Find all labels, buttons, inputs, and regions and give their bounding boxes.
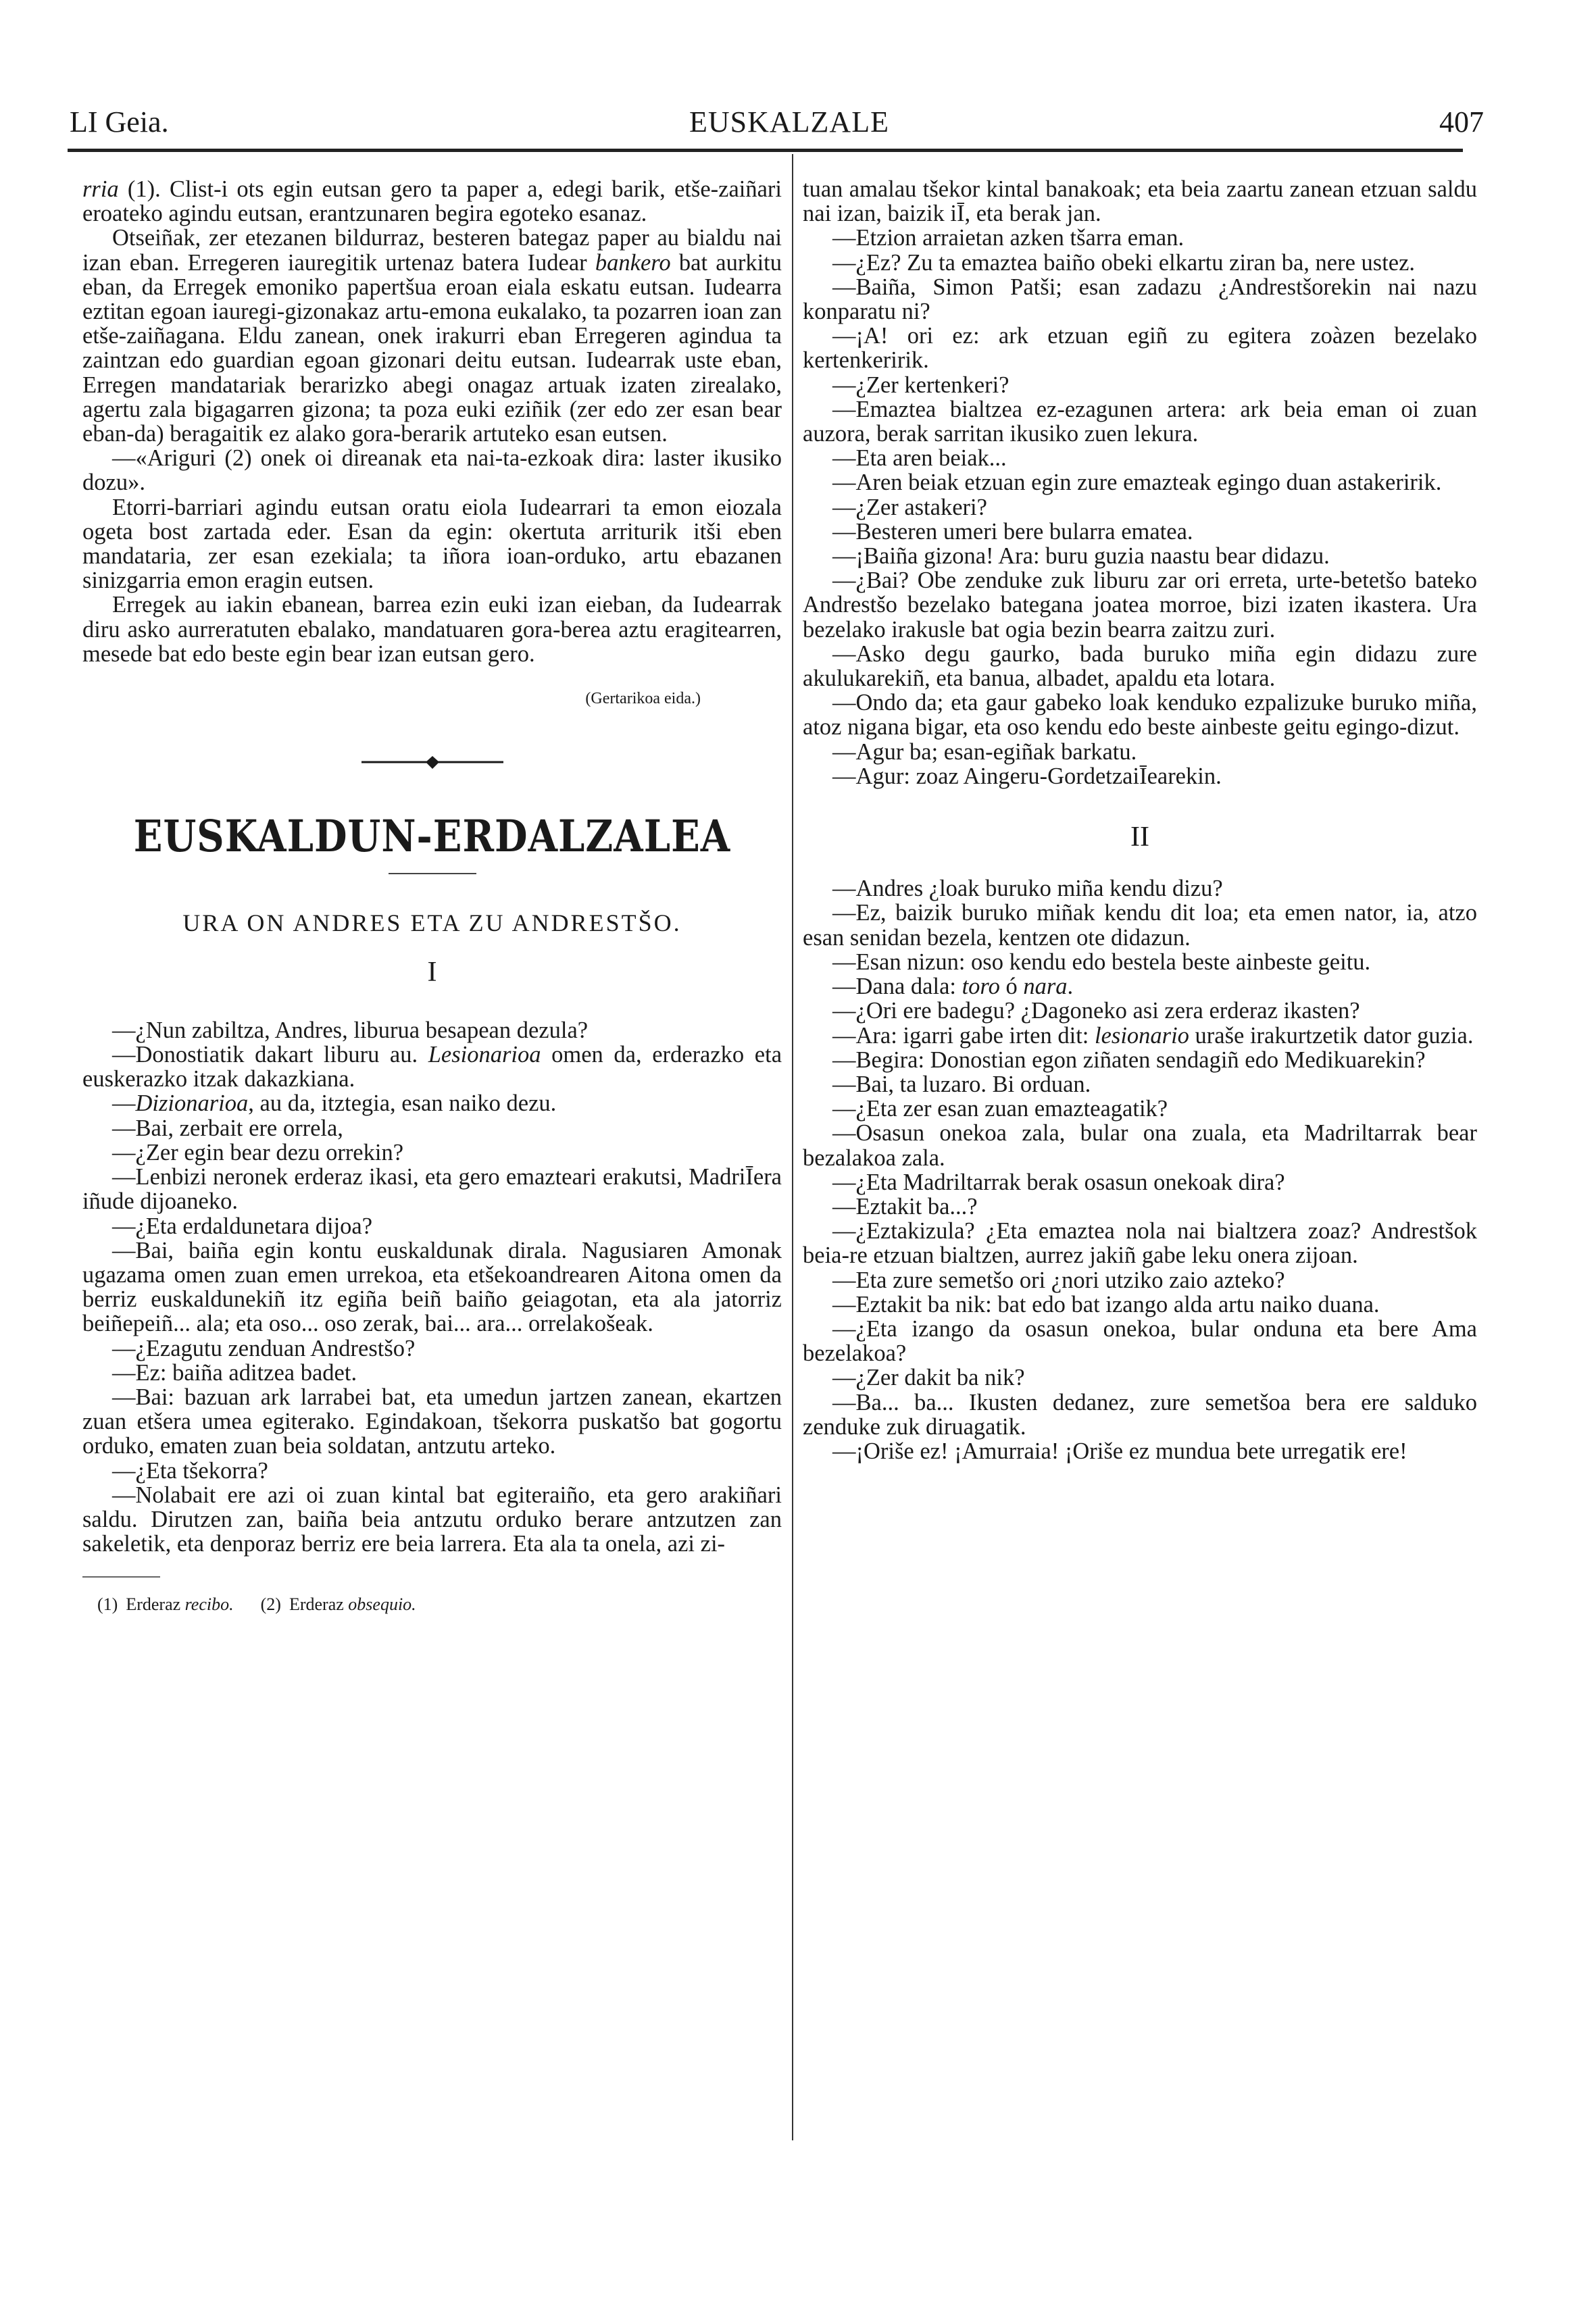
text-run: , au da, itztegia, esan naiko dezu.: [248, 1090, 557, 1117]
text-run: —¿Eta erdaldunetara dijoa?: [112, 1213, 373, 1239]
text-run: —¿Nun zabiltza, Andres, liburua besapean dezula?: [112, 1017, 589, 1043]
text-run: Erregek au iakin ebanean, barrea ezin euki izan eieban, da Iudearrak diru asko aurreratuten ebalako, mandatuaren gora-berea aztu eragitearren, mesede bat edo beste egin bear izan eutsan gero.: [82, 592, 782, 667]
story-end-text: [82, 177, 782, 666]
text-run: —¡Oriše ez! ¡Amurraia! ¡Oriše ez mundua bete urregatik ere!: [832, 1438, 1407, 1464]
text-run: —Nolabait ere azi oi zuan kintal bat egiteraiño, eta gero arakiñari saldu. Dirutzen zan, baiña beia antzutu orduko berare antzutzen zan sakeletik, eta denporaz berriz ere beia larrera. Eta ala ta onela, azi zi-: [82, 1482, 782, 1557]
italic-term: Dizionarioa: [135, 1090, 249, 1117]
article-title: EUSKALDUN-ERDALZALEA: [133, 811, 731, 863]
text-run: —Begira: Donostian egon ziñaten sendagiñ edo Medikuarekin?: [832, 1047, 1426, 1073]
text-run: —¿Eta izango da osasun onekoa, bular onduna eta bere Ama bezelakoa?: [803, 1315, 1477, 1367]
text-run: —¿Zer kertenkeri?: [832, 372, 1009, 398]
paragraph: [803, 740, 1477, 764]
text-run: —Eta aren beiak...: [832, 445, 1007, 472]
paragraph: [803, 1097, 1477, 1121]
right-column: [803, 177, 1477, 1463]
left-column: [82, 177, 782, 1617]
italic-term: rria: [82, 176, 119, 202]
footnote: [261, 1594, 416, 1614]
paragraph: [82, 446, 782, 495]
paragraph: [803, 690, 1477, 739]
paragraph: [82, 1018, 782, 1042]
footnote: [97, 1594, 234, 1614]
footnote-text: Erderaz: [126, 1594, 185, 1615]
text-run: —¡A! ori ez: ark etzuan egiñ zu egitera zoàzen bezelako kertenkeririk.: [803, 323, 1477, 374]
text-run: —¿Zer dakit ba nik?: [832, 1365, 1025, 1391]
paragraph: [82, 1361, 782, 1385]
text-run: —¿Ezagutu zenduan Andrestšo?: [112, 1335, 416, 1361]
paragraph: [803, 1072, 1477, 1097]
paragraph: [82, 177, 782, 226]
journal-title: EUSKALZALE: [689, 105, 889, 139]
paragraph: [803, 1439, 1477, 1463]
text-run: tuan amalau tšekor kintal banakoak; eta beia zaartu zanean etzuan saldu nai izan, baizik iĪ, eta berak jan.: [803, 176, 1477, 227]
paragraph: [803, 226, 1477, 250]
paragraph: [82, 1214, 782, 1238]
paragraph: [803, 470, 1477, 495]
text-run: —Bai, ta luzaro. Bi orduan.: [832, 1071, 1091, 1097]
text-run: —¡Baiña gizona! Ara: buru guzia naastu bear didazu.: [832, 543, 1330, 570]
text-run: .: [1067, 974, 1074, 1000]
running-header: [0, 105, 1596, 145]
text-run: Etorri-barriari agindu eutsan oratu eiola Iudearrari ta emon eiozala ogeta bost zartada eder. Esan da egin: okertuta arriturik itši eben mandataria, zer esan ezekiala; ta iñora ioan-orduko, artu ebazanen sinizgarria emon eragin eutsen.: [82, 494, 782, 594]
paragraph: [803, 950, 1477, 974]
ornament-rule-icon: [361, 754, 503, 770]
text-run: uraše irakurtzetik dator guzia.: [1189, 1022, 1474, 1049]
text-run: —Asko degu gaurko, bada buruko miña egin didazu zure akulukarekiñ, eta banua, albadet, apaldu eta lotara.: [803, 640, 1477, 692]
text-run: —Eztakit ba nik: bat edo bat izango alda artu naiko duana.: [832, 1291, 1380, 1317]
footnote-number: (1): [97, 1594, 118, 1615]
paragraph: [803, 1292, 1477, 1317]
paragraph: [803, 642, 1477, 690]
footnotes: [82, 1592, 782, 1617]
text-run: —Bai: bazuan ark larrabei bat, eta umedun jartzen zanean, ekartzen zuan etšera umea egiterako. Egindakoan, tšekorra puskatšo bat gogortu orduko, ematen zuan beia soldatan, antzutu arteko.: [82, 1384, 782, 1459]
text-run: —Esan nizun: oso kendu edo bestela beste ainbeste geitu.: [832, 949, 1371, 975]
text-run: —Ara: igarri gabe irten dit:: [832, 1022, 1095, 1049]
text-run: bat aurkitu eban, da Erregek emoniko papertšua eroan eiala eskatu eutsan. Iudearra eztitan egoan iauregi-gizonakaz artu-emona eukalako, ta pozarren ioan zan etše-zaiñagana. Eldu zanean, onek irakurri eban Erregeren agindua ta zaintzan edo guardian egoan gizonari deitu eutsan. Iudearrak uste eban, Erregen mandatariak berarizko abegi onagaz artuak izaten zirealako, agertu zala bigagarren gizona; ta poza euki eziñik (zer edo zer esan bear eban-da) beragaitik ez alako gora-berarik artuteko esan eutsen.: [82, 249, 782, 447]
page-number: 407: [1439, 105, 1484, 139]
footnote-number: (2): [260, 1594, 281, 1615]
paragraph: [803, 275, 1477, 324]
text-run: —Agur: zoaz Aingeru-GordetzaiĪearekin.: [832, 763, 1222, 789]
text-run: —«Ariguri (2) onek oi direanak eta nai-ta-ezkoak dira: laster ikusiko dozu».: [82, 445, 782, 496]
paragraph: [803, 1365, 1477, 1390]
paragraph: [803, 1170, 1477, 1194]
text-run: —Ondo da; eta gaur gabeko loak kenduko ezpalizuke buruko miña, atoz nigana bigar, eta oso kendu edo beste ainbeste geitu egingo-dizut.: [803, 690, 1477, 740]
paragraph: [803, 568, 1477, 642]
italic-term: nara: [1023, 974, 1068, 1000]
text-run: omen da, erderazko eta euskerazko itzak dakazkiana.: [82, 1042, 782, 1092]
italic-term: Lesionarioa: [428, 1042, 541, 1068]
paragraph: [803, 1194, 1477, 1219]
text-run: —Donostiatik dakart liburu au.: [112, 1042, 428, 1068]
footnote-term: obsequio.: [348, 1594, 416, 1615]
text-run: —Bai, baiña egin kontu euskaldunak dirala. Nagusiaren Amonak ugazama omen zuan emen urrekoa, eta etšekoandrearen Aitona omen da berriz euskaldunekiñ itz egiña beiñ baiño geiagotan, eta ala jatorriz beiñepeiñ... ala; eta oso... oso zerak, bai... ara... orrelakošeak.: [82, 1237, 782, 1337]
text-run: —¿Zer astakeri?: [832, 494, 987, 520]
paragraph: [803, 373, 1477, 397]
text-run: —Osasun onekoa zala, bular ona zuala, eta Madriltarrak bear bezalakoa zala.: [803, 1120, 1477, 1171]
text-run: —¿Ori ere badegu? ¿Dagoneko asi zera erderaz ikasten?: [832, 998, 1360, 1024]
story-credit: (Gertarikoa eida.): [585, 690, 701, 708]
paragraph: [803, 1121, 1477, 1169]
paragraph: [803, 1390, 1477, 1439]
dialogue-part-2: [803, 876, 1477, 1463]
italic-term: bankero: [595, 249, 671, 276]
paragraph: [803, 1317, 1477, 1365]
text-run: —Eztakit ba...?: [832, 1193, 978, 1219]
italic-term: lesionario: [1095, 1022, 1189, 1049]
paragraph: [803, 974, 1477, 999]
text-run: —Besteren umeri bere bularra ematea.: [832, 518, 1193, 545]
text-run: ó: [999, 974, 1024, 1000]
paragraph: [803, 446, 1477, 470]
paragraph: [82, 1459, 782, 1483]
text-run: —Baiña, Simon Patši; esan zadazu ¿Andrestšorekin nai nazu konparatu ni?: [803, 274, 1477, 325]
text-run: —Agur ba; esan-egiñak barkatu.: [832, 738, 1137, 765]
text-run: —Aren beiak etzuan egin zure emazteak egingo duan astakeririk.: [832, 470, 1442, 496]
section-heading-1: I: [427, 956, 437, 988]
text-run: —Ez: baiña aditzea badet.: [112, 1359, 357, 1386]
paragraph: [803, 177, 1477, 226]
paragraph: [803, 1219, 1477, 1267]
paragraph: [82, 226, 782, 446]
dialogue-part-1: [82, 1018, 782, 1556]
text-run: —¿Zer egin bear dezu orrekin?: [112, 1139, 404, 1165]
text-run: Otseiñak, zer etezanen bildurraz, besteren bategaz paper au bialdu nai izan eban. Erregeren iauregitik urtenaz batera Iudear: [82, 225, 782, 276]
paragraph: [803, 495, 1477, 520]
paragraph: [803, 544, 1477, 568]
text-run: —Ez, baizik buruko miñak kendu dit loa; eta emen nator, ia, atzo esan senidan bezela, kentzen ote didazun.: [803, 900, 1477, 951]
paragraph: [82, 1385, 782, 1459]
text-run: —¿Bai? Obe zenduke zuk liburu zar ori erreta, urte-betetšo bateko Andrestšo bezelako bategana joatea morroe, bizi izaten ikastera. Ura bezelako irakusle bat ogia bezin bearra zaitzu zuri.: [803, 568, 1477, 643]
text-run: —Dana dala:: [832, 974, 962, 1000]
header-rule: [68, 149, 1463, 152]
paragraph: [82, 593, 782, 666]
text-run: —: [112, 1090, 136, 1117]
column-divider: [792, 154, 793, 2140]
ornament-divider: [82, 754, 782, 770]
volume-label: LI Geia.: [70, 105, 169, 139]
footnote-rule: [82, 1576, 160, 1578]
section-heading-2: II: [1130, 822, 1149, 853]
text-run: (1). Clist-i ots egin eutsan gero ta paper a, edegi barik, etše-zaiñari eroateko agindu eutsan, erantzunaren begira egoteko esanaz.: [82, 176, 782, 227]
paragraph: [82, 495, 782, 593]
text-run: —Ba... ba... Ikusten dedanez, zure semetšoa bera ere salduko zenduke zuk diruagatik.: [803, 1389, 1477, 1440]
footnote-text: Erderaz: [289, 1594, 349, 1615]
text-run: —Eta zure semetšo ori ¿nori utziko zaio azteko?: [832, 1267, 1285, 1293]
paragraph: [803, 999, 1477, 1023]
dialogue-continuation: [803, 177, 1477, 788]
paragraph: [803, 520, 1477, 544]
article-subtitle: URA ON ANDRES ETA ZU ANDRESTŠO.: [182, 909, 682, 937]
text-run: —Andres ¿loak buruko miña kendu dizu?: [832, 876, 1223, 902]
text-run: —¿Eta tšekorra?: [112, 1457, 268, 1484]
text-run: —Lenbizi neronek erderaz ikasi, eta gero emazteari erakutsi, MadriĪera iñude dijoaneko.: [82, 1164, 782, 1215]
paragraph: [82, 1483, 782, 1557]
paragraph: [82, 1238, 782, 1336]
paragraph: [82, 1091, 782, 1115]
paragraph: [803, 1024, 1477, 1048]
paragraph: [803, 764, 1477, 788]
paragraph: [82, 1165, 782, 1213]
text-run: —¿Eta zer esan zuan emazteagatik?: [832, 1096, 1168, 1122]
paragraph: [803, 324, 1477, 372]
text-run: —Emaztea bialtzea ez-ezagunen artera: ark beia eman oi zuan auzora, berak sarritan ikusiko zuen lekura.: [803, 396, 1477, 447]
paragraph: [82, 1140, 782, 1165]
paragraph: [803, 901, 1477, 949]
paragraph: [803, 251, 1477, 275]
paragraph: [82, 1116, 782, 1140]
text-run: —¿Eta Madriltarrak berak osasun onekoak dira?: [832, 1169, 1285, 1195]
paragraph: [803, 876, 1477, 901]
text-run: —¿Eztakizula? ¿Eta emaztea nola nai bialtzera zoaz? Andrestšok beia-re etzuan bialtzen, aurrez jakiñ gabe leku onera zijoan.: [803, 1218, 1477, 1269]
title-rule: [389, 873, 476, 874]
text-run: —Bai, zerbait ere orrela,: [112, 1115, 343, 1141]
paragraph: [803, 1268, 1477, 1292]
text-run: —Etzion arraietan azken tšarra eman.: [832, 225, 1184, 251]
paragraph: [803, 397, 1477, 446]
italic-term: toro: [962, 974, 1000, 1000]
text-run: —¿Ez? Zu ta emaztea baiño obeki elkartu ziran ba, nere ustez.: [832, 249, 1416, 276]
paragraph: [803, 1048, 1477, 1072]
paragraph: [82, 1042, 782, 1091]
paragraph: [82, 1336, 782, 1361]
footnote-term: recibo.: [184, 1594, 234, 1615]
